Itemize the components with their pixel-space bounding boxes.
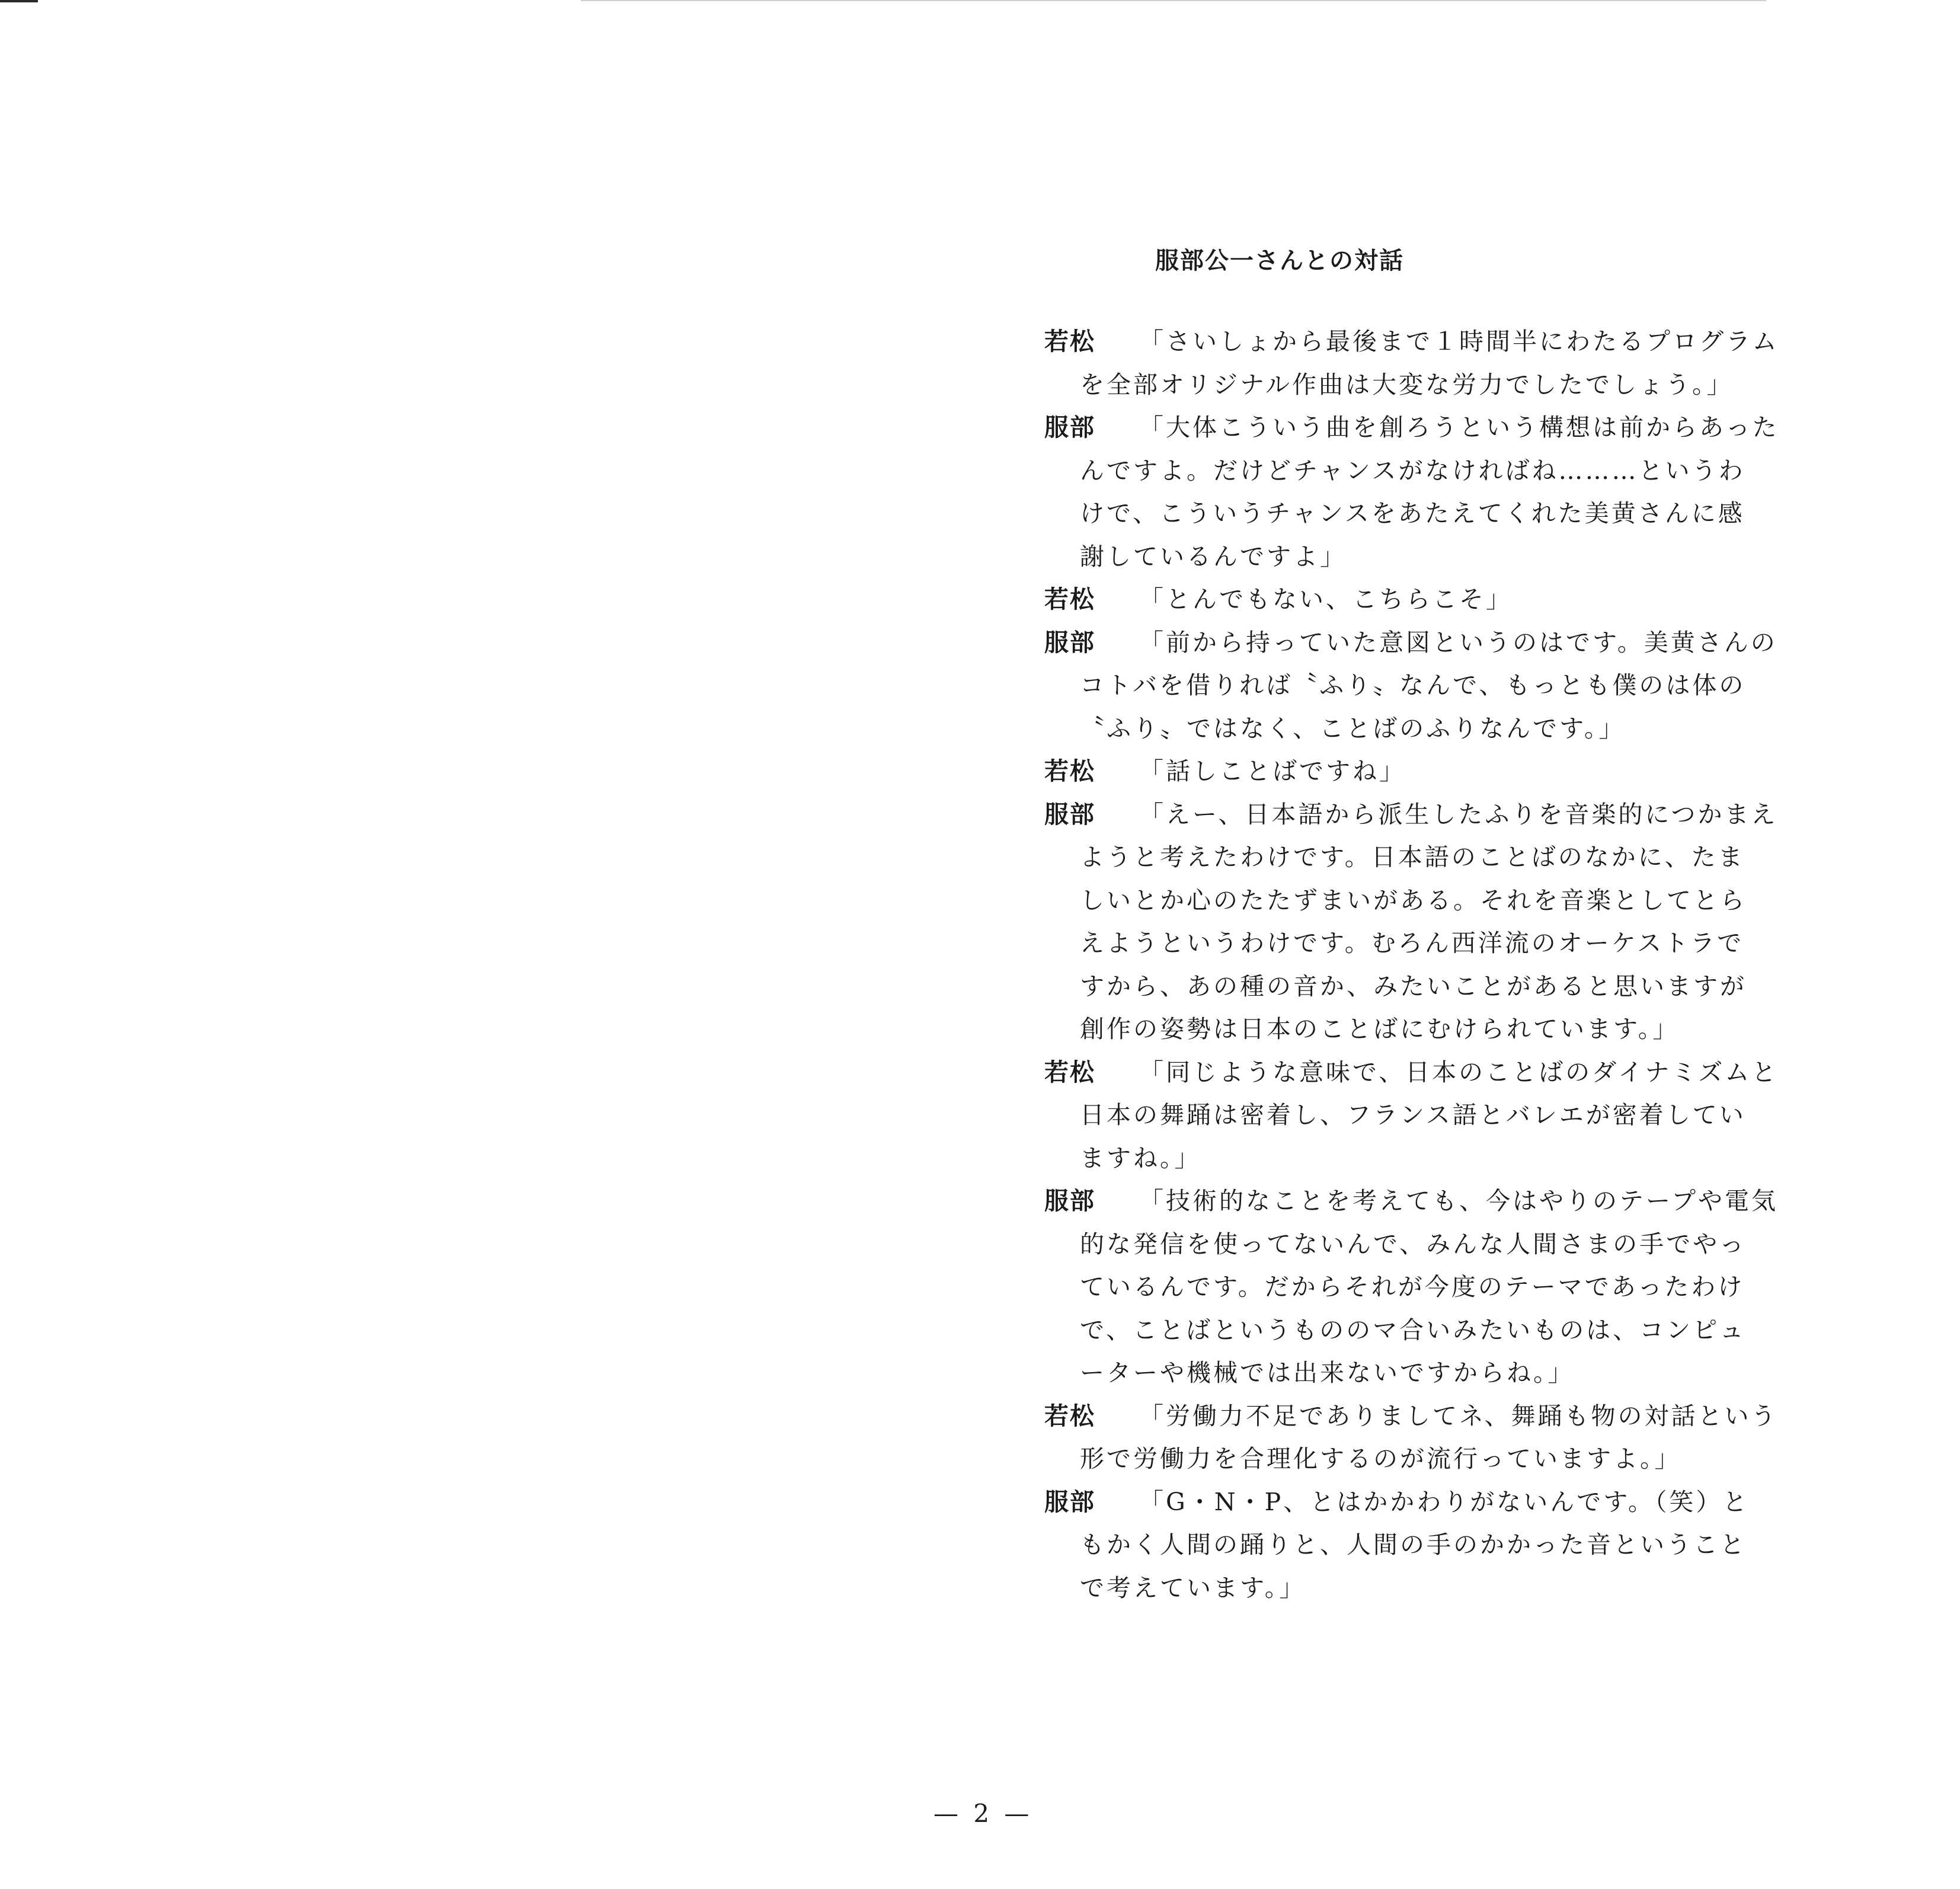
utterance-text: 「とんでもない、こちらこそ」 bbox=[1139, 585, 1513, 613]
speaker-name: 服部 bbox=[1044, 628, 1095, 657]
dialogue-turn bbox=[1044, 406, 1779, 578]
utterance-line bbox=[1080, 664, 1744, 707]
utterance-text: 「話しことばですね」 bbox=[1139, 757, 1406, 785]
utterance-line bbox=[1080, 750, 1744, 793]
utterance-line bbox=[1080, 922, 1744, 965]
utterance-text: 「さいしょから最後まで１時間半にわたるプログラム bbox=[1139, 327, 1779, 356]
utterance-text: ーターや機械では出来ないですからね。」 bbox=[1080, 1359, 1575, 1387]
utterance-text: 「大体こういう曲を創ろうという構想は前からあった bbox=[1139, 413, 1779, 442]
utterance-text: ようと考えたわけです。日本語のことばのなかに、たま bbox=[1080, 843, 1745, 871]
dialogue-list bbox=[1044, 320, 1779, 1609]
utterance-line bbox=[1080, 1309, 1747, 1352]
utterance-line bbox=[1080, 1137, 1744, 1180]
dialogue-turn bbox=[1044, 750, 1744, 793]
utterance-text: 的な発信を使ってないんで、みんな人間さまの手でやっ bbox=[1080, 1229, 1747, 1258]
utterance-text: けで、こういうチャンスをあたえてくれた美黄さんに感 bbox=[1080, 499, 1745, 528]
utterance-line bbox=[1080, 535, 1744, 578]
utterance-text: ているんです。だからそれが今度のテーマであったわけ bbox=[1080, 1273, 1745, 1301]
utterance-text: んですよ。だけどチャンスがなければね………というわ bbox=[1080, 456, 1745, 485]
dialogue-turn bbox=[1044, 320, 1779, 406]
dialogue-turn bbox=[1044, 1180, 1778, 1395]
utterance-line bbox=[1080, 1051, 1779, 1094]
utterance-text: 日本の舞踊は密着し、フランス語とバレエが密着してい bbox=[1080, 1101, 1746, 1129]
utterance-text: コトバを借りれば〝ふり〟なんで、もっとも僕のは体の bbox=[1080, 671, 1746, 699]
utterance-text: 「G・N・P、とはかかわりがないんです。（笑）と bbox=[1139, 1487, 1750, 1516]
utterance-line bbox=[1080, 1094, 1744, 1137]
page-edge-mark bbox=[0, 0, 38, 2]
utterance-text: 創作の姿勢は日本のことばにむけられています。」 bbox=[1080, 1015, 1680, 1043]
utterance-line bbox=[1080, 320, 1779, 363]
dialogue-turn bbox=[1044, 578, 1744, 621]
utterance-text: ますね。」 bbox=[1080, 1143, 1201, 1172]
utterance-line bbox=[1080, 1523, 1747, 1567]
utterance-line bbox=[1080, 406, 1779, 449]
utterance-text: 〝ふり〟ではなく、ことばのふりなんです。」 bbox=[1080, 714, 1626, 743]
utterance-text: で、ことばというもののマ合いみたいものは、コンピュ bbox=[1080, 1315, 1747, 1344]
speaker-name: 服部 bbox=[1044, 413, 1095, 442]
utterance-line bbox=[1080, 879, 1747, 922]
page-number: — 2 — bbox=[933, 1799, 1033, 1828]
speaker-name: 若松 bbox=[1044, 327, 1095, 356]
utterance-text: 形で労働力を合理化するのが流行っていますよ。」 bbox=[1080, 1444, 1681, 1473]
utterance-text: もかく人間の踊りと、人間の手のかかった音ということ bbox=[1080, 1530, 1747, 1559]
utterance-line bbox=[1080, 1223, 1747, 1266]
utterance-line bbox=[1080, 621, 1777, 664]
speaker-name: 若松 bbox=[1044, 1057, 1095, 1086]
speaker-name: 服部 bbox=[1044, 800, 1095, 829]
page-title: 服部公一さんとの対話 bbox=[1155, 247, 1404, 274]
utterance-text: 「同じような意味で、日本のことばのダイナミズムと bbox=[1139, 1057, 1779, 1086]
utterance-line bbox=[1080, 1481, 1750, 1524]
speaker-name: 若松 bbox=[1044, 585, 1095, 613]
dialogue-column bbox=[1044, 243, 1779, 1609]
utterance-line bbox=[1080, 1265, 1744, 1309]
utterance-line bbox=[1080, 449, 1744, 493]
utterance-text: えようというわけです。むろん西洋流のオーケストラで bbox=[1080, 929, 1744, 957]
speaker-name: 服部 bbox=[1044, 1487, 1095, 1516]
utterance-line bbox=[1080, 1567, 1744, 1610]
utterance-line bbox=[1080, 1008, 1744, 1051]
utterance-text: で考えています。」 bbox=[1080, 1573, 1306, 1602]
dialogue-turn bbox=[1044, 1395, 1778, 1481]
utterance-line bbox=[1080, 492, 1744, 535]
dialogue-turn bbox=[1044, 621, 1777, 750]
utterance-line bbox=[1080, 363, 1744, 407]
dialogue-turn bbox=[1044, 793, 1778, 1051]
utterance-text: 「技術的なことを考えても、今はやりのテープや電気 bbox=[1139, 1187, 1778, 1215]
utterance-line bbox=[1080, 1351, 1744, 1395]
top-edge-rule bbox=[581, 0, 1766, 1]
speaker-name: 若松 bbox=[1044, 1401, 1095, 1430]
utterance-line bbox=[1080, 1395, 1778, 1438]
utterance-line bbox=[1080, 836, 1744, 879]
utterance-line bbox=[1080, 1180, 1778, 1223]
utterance-line bbox=[1080, 707, 1744, 750]
utterance-text: 謝しているんですよ」 bbox=[1080, 542, 1347, 571]
utterance-line bbox=[1080, 1437, 1744, 1481]
utterance-line bbox=[1080, 578, 1744, 621]
speaker-name: 若松 bbox=[1044, 757, 1095, 785]
utterance-text: 「労働力不足でありましてネ、舞踊も物の対話という bbox=[1139, 1401, 1778, 1430]
dialogue-turn bbox=[1044, 1051, 1779, 1180]
dialogue-turn bbox=[1044, 1481, 1750, 1610]
utterance-text: 「えー、日本語から派生したふりを音楽的につかまえ bbox=[1139, 800, 1778, 829]
utterance-line bbox=[1080, 793, 1778, 836]
utterance-text: 「前から持っていた意図というのはです。美黄さんの bbox=[1139, 628, 1777, 657]
utterance-line bbox=[1080, 965, 1747, 1008]
utterance-text: を全部オリジナル作曲は大変な労力でしたでしょう。」 bbox=[1080, 370, 1734, 399]
speaker-name: 服部 bbox=[1044, 1187, 1095, 1215]
utterance-text: しいとか心のたたずまいがある。それを音楽としてとら bbox=[1080, 886, 1747, 915]
utterance-text: すから、あの種の音か、みたいことがあると思いますが bbox=[1080, 971, 1747, 1001]
